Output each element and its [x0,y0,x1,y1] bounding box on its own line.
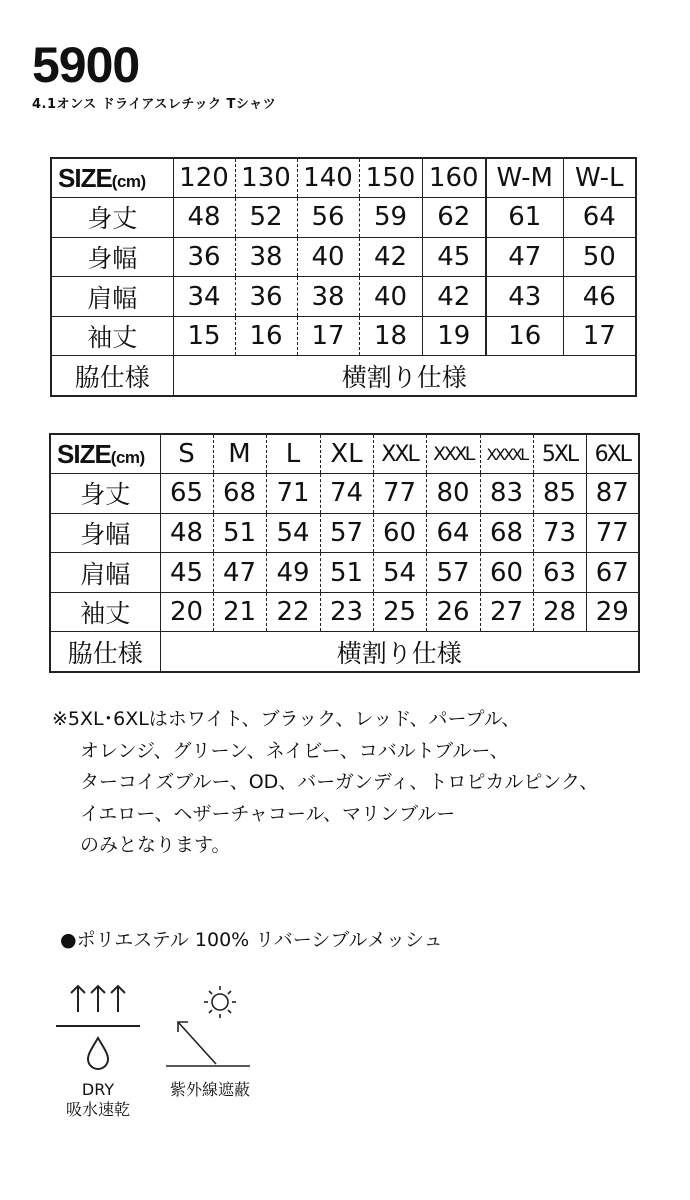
row-label: 身丈 [50,474,160,514]
value-cell: 16 [486,316,563,356]
size-header-cell: SIZE(cm) [51,158,173,198]
table-row [51,277,636,317]
value-cell: 26 [426,592,480,632]
row-label: 身幅 [50,513,160,553]
value-cell: 48 [173,198,235,238]
row-label: 身丈 [51,198,173,238]
value-cell: 20 [160,592,213,632]
value-cell: 51 [213,513,266,553]
row-label: 肩幅 [51,277,173,317]
size-cell: 130 [235,158,297,198]
dry-label: DRY [81,1080,115,1099]
size-cell: XL [320,434,373,474]
value-cell: 80 [426,474,480,514]
note-line: のみとなります。 [80,834,231,856]
material-text: ●ポリエステル 100% リバーシブルメッシュ [60,929,443,951]
value-cell: 63 [533,553,586,593]
dry-icon [50,980,146,1076]
dry-sublabel: 吸水速乾 [65,1100,130,1119]
size-header-cell: SIZE(cm) [50,434,160,474]
size-table-adult [49,433,640,673]
value-cell: 56 [297,198,359,238]
row-label: 肩幅 [50,553,160,593]
size-cell: XXXL [426,434,480,474]
product-subtitle: 4.1オンス ドライアスレチック Tシャツ [32,97,277,112]
value-cell: 17 [297,316,359,356]
size-cell: 140 [297,158,359,198]
size-cell: 6XL [586,434,639,474]
size-cell: 160 [422,158,486,198]
uv-cut-label: 紫外線遮蔽 [169,1080,250,1099]
value-cell: 62 [422,198,486,238]
value-cell: 16 [235,316,297,356]
size-table-kids [50,157,637,397]
table-row [50,474,639,514]
value-cell: 42 [359,237,422,277]
value-cell: 64 [563,198,636,238]
value-cell: 57 [426,553,480,593]
spec-value: 横割り仕様 [173,356,636,396]
size-cell: 120 [173,158,235,198]
value-cell: 38 [297,277,359,317]
value-cell: 71 [266,474,320,514]
row-label: 袖丈 [50,592,160,632]
value-cell: 67 [586,553,639,593]
table-row [51,198,636,238]
table-row [50,553,639,593]
size-cell: S [160,434,213,474]
value-cell: 45 [422,237,486,277]
spec-label: 脇仕様 [50,632,160,672]
value-cell: 51 [320,553,373,593]
table-row [51,316,636,356]
value-cell: 77 [373,474,426,514]
value-cell: 68 [213,474,266,514]
model-number: 5900 [32,37,140,93]
spec-row [51,356,636,396]
table-row [51,237,636,277]
value-cell: 54 [266,513,320,553]
value-cell: 83 [480,474,533,514]
value-cell: 49 [266,553,320,593]
value-cell: 23 [320,592,373,632]
value-cell: 59 [359,198,422,238]
value-cell: 28 [533,592,586,632]
value-cell: 87 [586,474,639,514]
size-cell: W-M [486,158,563,198]
feature-dry [50,980,146,1120]
row-label: 袖丈 [51,316,173,356]
value-cell: 25 [373,592,426,632]
row-label: 身幅 [51,237,173,277]
size-cell: 5XL [533,434,586,474]
size-cell: 150 [359,158,422,198]
spec-label: 脇仕様 [51,356,173,396]
value-cell: 46 [563,277,636,317]
value-cell: 68 [480,513,533,553]
note-line: オレンジ、グリーン、ネイビー、コバルトブルー、 [80,739,509,762]
value-cell: 42 [422,277,486,317]
note-line: イエロー、ヘザーチャコール、マリンブルー [80,802,456,825]
value-cell: 18 [359,316,422,356]
value-cell: 73 [533,513,586,553]
spec-row [50,632,639,672]
size-cell: XXL [373,434,426,474]
color-note [52,704,598,862]
value-cell: 48 [160,513,213,553]
value-cell: 64 [426,513,480,553]
value-cell: 85 [533,474,586,514]
value-cell: 54 [373,553,426,593]
feature-uv-cut [158,980,262,1100]
table-row [50,513,639,553]
value-cell: 50 [563,237,636,277]
value-cell: 60 [373,513,426,553]
value-cell: 29 [586,592,639,632]
value-cell: 27 [480,592,533,632]
value-cell: 77 [586,513,639,553]
value-cell: 36 [173,237,235,277]
value-cell: 40 [359,277,422,317]
note-line: ※5XL･6XLはホワイト、ブラック、レッド、パープル、 [52,708,521,730]
value-cell: 36 [235,277,297,317]
value-cell: 60 [480,553,533,593]
value-cell: 57 [320,513,373,553]
table-row [50,592,639,632]
spec-value: 横割り仕様 [160,632,639,672]
value-cell: 61 [486,198,563,238]
value-cell: 52 [235,198,297,238]
value-cell: 15 [173,316,235,356]
size-cell: XXXXL [480,434,533,474]
value-cell: 21 [213,592,266,632]
value-cell: 43 [486,277,563,317]
value-cell: 47 [213,553,266,593]
value-cell: 17 [563,316,636,356]
value-cell: 47 [486,237,563,277]
note-line: ターコイズブルー、OD、バーガンディ、トロピカルピンク、 [80,771,599,793]
size-cell: M [213,434,266,474]
size-cell: W-L [563,158,636,198]
size-cell: L [266,434,320,474]
value-cell: 45 [160,553,213,593]
value-cell: 38 [235,237,297,277]
value-cell: 40 [297,237,359,277]
table-header-row [50,434,639,474]
table-header-row [51,158,636,198]
value-cell: 34 [173,277,235,317]
value-cell: 74 [320,474,373,514]
value-cell: 19 [422,316,486,356]
value-cell: 22 [266,592,320,632]
uv-cut-icon [158,980,262,1076]
value-cell: 65 [160,474,213,514]
